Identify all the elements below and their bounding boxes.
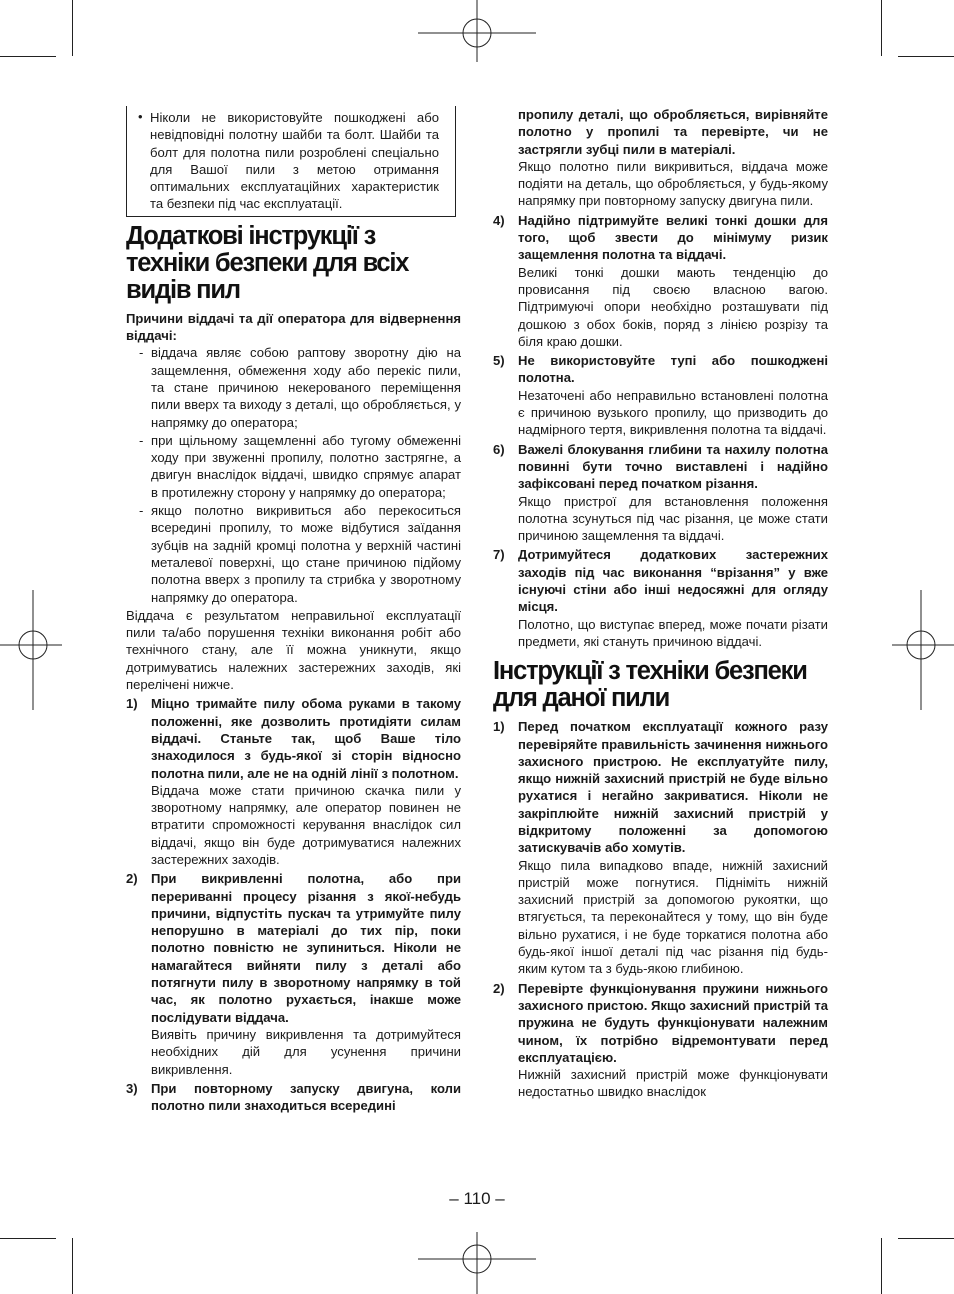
numbered-item — [493, 718, 828, 977]
list-item-text: при щільному защемленні або тугому обмеженні ходу при звуженні пропилу, полотно застрягне, а двигун внаслідок віддачі, швидко спрямує апарат в протилежну сторону у напрямку до оператора; — [151, 432, 461, 500]
item-explanation: Віддача може стати причиною скачка пили у зворотному напрямку, але оператор повинен не втратити спроможності керування внаслідок сил віддачі, якщо він буде дотримуватися належних застережних заходів. — [151, 782, 461, 867]
item-number: 1) — [493, 719, 505, 735]
item-number: 3) — [126, 1080, 138, 1096]
registration-mark-left — [0, 590, 62, 710]
item-number: 7) — [493, 547, 505, 563]
list-item-text: якщо полотно викривиться або перекоситься всередині пропилу, то може відбутися заїдання зубців на задній кромці полотна у верхній частині металевої поверхні, що стане причиною підйому полотна вверх з пропилу та стрибка у зворотному напрямку до оператора. — [151, 503, 461, 605]
item-instruction: Дотримуйтеся додаткових застережних заходів під час виконання “врізання” у вже існуючі стіни або інші недосяжні для огляду місця. — [518, 547, 828, 615]
item-instruction: Важелі блокування глибини та нахилу полотна повинні бути точно виставлені і надійно зафіксовані перед початком різання. — [518, 441, 828, 492]
item-explanation: Якщо полотно пили викривиться, віддача може подіяти на деталь, що обробляється, у будь-якому напрямку при повторному запуску двигуна пили. — [518, 158, 828, 209]
list-item: - віддача являє собою раптову зворотну дію на защемлення, обмеження ходу або перекіс пили, та стане причиною некерованого переміщення пили вверх та виходу з деталі, що обробляється, у напрямку до оператора; — [139, 345, 461, 430]
numbered-item — [493, 352, 828, 438]
crop-mark — [898, 1238, 954, 1239]
numbered-item — [493, 212, 828, 350]
warning-box-text: Ніколи не використовуйте пошкоджені або невідповідні полотну шайби та болт. Шайби та болт для полотна пили розроблені спеціально для Вашої пили з метою отримання оптимальних експлуатаційних характеристик та безпеки під час експлуатації. — [150, 110, 439, 212]
right-column — [493, 106, 828, 1101]
item-number: 4) — [493, 212, 505, 228]
section-heading: Додаткові інструкції з техніки безпеки для всіх видів пил — [126, 221, 409, 304]
left-column — [126, 106, 461, 1114]
bullet-icon: • — [138, 109, 143, 124]
section-heading: Інструкції з техніки безпеки для даної пили — [493, 657, 807, 713]
numbered-item — [126, 1080, 461, 1115]
item-number: 2) — [126, 871, 138, 887]
crop-mark — [0, 1238, 56, 1239]
item-instruction: Не використовуйте тупі або пошкоджені полотна. — [518, 353, 828, 386]
item-explanation: Великі тонкі дошки мають тенденцію до провисання під своєю власною вагою. Підтримуючі опори необхідно розташувати під дошкою з обох боків, поряд з лінією розрізу та біля краю дошки. — [518, 264, 828, 349]
numbered-item — [493, 441, 828, 545]
item-instruction: пропилу деталі, що обробляється, вирівняйте полотно у пропилі та перевірте, чи не застрягли зубці пили в матеріалі. — [518, 107, 828, 157]
crop-mark — [0, 56, 56, 57]
crop-mark — [72, 0, 73, 56]
crop-mark — [881, 0, 882, 56]
item-instruction: Міцно тримайте пилу обома руками в такому положенні, яке дозволить протидіяти силам віддачі. Станьте так, щоб Ваше тіло знаходилося з будь-якої зі сторін відносно полотна пили, але не на одній лінії з полотном. — [151, 696, 461, 781]
list-item: - при щільному защемленні або тугому обмеженні ходу при звуженні пропилу, полотно застрягне, а двигун внаслідок віддачі, швидко спрямує апарат в протилежну сторону у напрямку до оператора; — [139, 432, 461, 500]
item-instruction: Перед початком експлуатації кожного разу перевіряйте правильність зачинення нижнього захисного пристрою. Не експлуатуйте пилу, якщо нижній захисний пристрій не буде вільно рухатися і негайно закриватися. Ніколи не закріплюйте нижній захисний пристрій у відкритому положенні за допомогою затискувачів або хомутів. — [518, 719, 828, 856]
item-number: 5) — [493, 353, 505, 369]
item-number: 2) — [493, 980, 505, 996]
crop-mark — [881, 1238, 882, 1294]
registration-mark-top — [418, 0, 536, 70]
numbered-item — [493, 980, 828, 1101]
numbered-item — [126, 870, 461, 1078]
causes-title: Причини віддачі та дії оператора для відвернення віддачі: — [126, 310, 461, 344]
item-explanation: Виявіть причину викривлення та дотримуйтеся необхідних дій для усунення причини викривлення. — [151, 1026, 461, 1077]
list-item-text: віддача являє собою раптову зворотну дію на защемлення, обмеження ходу або перекіс пили, та стане причиною некерованого переміщення пили вверх та виходу з деталі, що обробляється, у напрямку до оператора; — [151, 345, 461, 430]
list-item: - якщо полотно викривиться або перекоситься всередині пропилу, то може відбутися заїдання зубців на задній кромці полотна у верхній частині металевої поверхні, що стане причиною підйому полотна вверх з пропилу та стрибка у зворотному напрямку до оператора. — [139, 503, 461, 605]
item-explanation: Якщо пристрої для встановлення положення полотна зсунуться під час різання, це може стати причиною защемлення та віддачі. — [518, 493, 828, 544]
item-explanation: Полотно, що виступає вперед, може почати різати предмети, які стануть причиною віддачі. — [518, 616, 828, 649]
item-instruction: Перевірте функціонування пружини нижнього захисного пристою. Якщо захисний пристрій та пружина не будуть функціонувати належним чином, їх потрібно відремонтувати перед експлуатацією. — [518, 980, 829, 1065]
numbered-item — [493, 546, 828, 650]
registration-mark-bottom — [418, 1224, 536, 1294]
numbered-item — [126, 695, 461, 868]
item-number: 1) — [126, 696, 138, 712]
item-explanation: Нижній захисний пристрій може функціонувати недостатньо швидко внаслідок — [518, 1067, 828, 1100]
item-instruction: При викривленні полотна, або при перериванні процесу різання з якої-небудь причини, відпустіть пускач та утримуйте пилу непорушно в матеріалі до тих пір, поки полотно повністю не зупиниться. Ніколи не намагайтеся вийняти пилу з деталі або потягнути пилу в зворотному напрямку в той час, як полотно рухається, інакше може послідувати віддача. — [151, 871, 461, 1025]
warning-box — [126, 106, 456, 217]
item-number: 6) — [493, 441, 505, 457]
numbered-item-continued — [493, 106, 828, 210]
page-number: – 110 – — [449, 1189, 505, 1208]
item-instruction: При повторному запуску двигуна, коли полотно пили знаходиться всередині — [151, 1080, 461, 1114]
intro-paragraph: Віддача є результатом неправильної експлуатації пили та/або порушення техніки виконання робіт або технічного стану, але її можна уникнути, якщо дотримуватись належних застережних заходів, які перелічені нижче. — [126, 607, 461, 693]
item-explanation: Незаточені або неправильно встановлені полотна є причиною вузького пропилу, що призводить до надмірного тертя, викривлення полотна та віддачі. — [518, 387, 828, 438]
registration-mark-right — [892, 590, 954, 710]
crop-mark — [898, 56, 954, 57]
item-explanation: Якщо пила випадково впаде, нижній захисний пристрій може погнутися. Підніміть нижній захисний пристрій за допомогою рукоятки, що втягується, та переконайтеся у тому, що він буде вільно рухатися, і не буде торкатися полотна або будь-якої іншої деталі під час різання під будь-яким кутом та з будь-якою глибиною. — [518, 857, 828, 977]
crop-mark — [72, 1238, 73, 1294]
item-instruction: Надійно підтримуйте великі тонкі дошки для того, щоб звести до мінімуму ризик защемлення полотна та віддачі. — [518, 212, 828, 263]
